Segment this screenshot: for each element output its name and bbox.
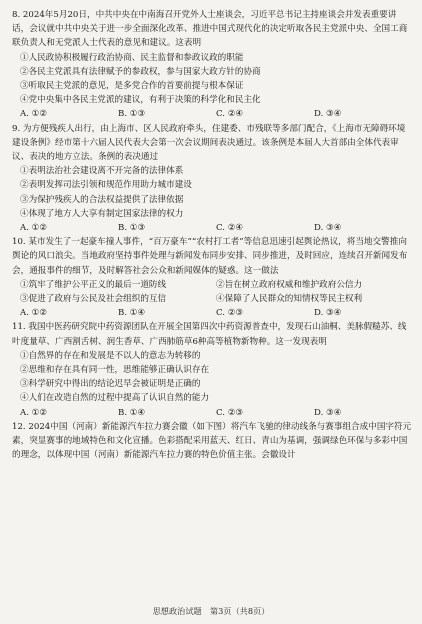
choice-a: A. ①② [20,223,48,234]
option-item: ④人们在改造自然的过程中提高了认识自然的能力 [20,393,210,404]
question-stem: 10. 某市发生了一起豪车撞人事件，“百万豪车”“农村打工者”等信息迅速引起舆论热议，将当地交警推向舆论的风口浪尖。当地政府坚持事件处理与新闻发布同步安排、同步推进，及时回应，连续召开新闻发布会，通报事件的细节，及时解答社会公众和新闻媒体的疑惑。这一做法 [12,237,408,276]
option-item: ②表明发挥司法引领和规范作用助力城市建设 [20,180,192,191]
option-item: ④体现了地方人大享有制定国家法律的权力 [20,208,184,219]
option-item: ③听取民主党派的意见，是多党合作的首要前提与根本保证 [20,81,244,92]
answer-choices [12,221,412,235]
choice-d: D. ③④ [314,407,342,418]
question-10 [12,235,412,320]
question-12 [12,420,412,463]
choice-b: B. ①③ [118,223,146,234]
choice-d: D. ③④ [314,109,342,120]
option-item: ③为保护残疾人的合法权益提供了法律依据 [20,194,184,205]
choice-c: C. ②③ [216,308,244,319]
choice-c: C. ②③ [216,407,244,418]
option-item: ①自然界的存在和发展是不以人的意志为转移的 [20,350,201,361]
choice-a: A. ①② [20,407,48,418]
question-stem: 8. 2024年5月20日，中共中央在中南海召开党外人士座谈会，习近平总书记主持座谈会并发表重要讲话，会议就中共中央关于进一步全面深化改革、推进中国式现代化的决定听取各民主党派中央、全国工商联负责人和无党派人士代表的意见和建议。这表明 [12,10,408,49]
choice-d: D. ③④ [314,223,342,234]
option-item: ②思维和存在具有同一性，思维能够正确认识存在 [20,365,210,376]
question-stem: 12. 2024中国（河南）新能源汽车拉力赛会徽（如下图）将汽车飞驰的律动线条与赛事组合成中国字符元素，突显赛事的地域特色和文化宣播。色彩搭配采用蓝天、红日、青山为基调，强调绿色环保与多彩中国的理念，以体现中国（河南）新能源汽车拉力赛的特色价值主张。会徽设计 [12,421,412,461]
option-item: ①表明法治社会建设离不开完备的法律体系 [20,166,184,177]
option-item: ④保障了人民群众的知情权等民主权利 [216,294,363,305]
choice-b: B. ①③ [118,109,146,120]
choice-c: C. ②④ [216,109,244,120]
option-item: ②各民主党派具有法律赋予的参政权，参与国家大政方针的协商 [20,66,261,77]
question-stem: 11. 我国中医药研究院中药资源团队在开展全国第四次中药资源普查中，发现石山油桐、美脉假糙苏、线叶度量草、广西割舌树、润生香草、广西肺筋草6种高等植物新物种。这一发现表明 [12,322,407,347]
answer-choices [12,306,412,320]
option-item: ①人民政协积极履行政治协商、民主监督和参政议政的职能 [20,52,244,63]
question-8 [12,8,412,122]
choice-b: B. ①④ [118,407,146,418]
page-footer: 思想政治试题 第3页（共8页） [152,605,270,616]
option-item: ④党中央集中各民主党派的建议，有利于决策的科学化和民主化 [20,95,261,106]
option-item: ③促进了政府与公民及社会组织的互信 [20,294,167,305]
option-item: ①筑牢了维护公平正义的最后一道防线 [20,279,167,290]
option-item: ②旨在树立政府权威和维护政府公信力 [216,279,363,290]
question-stem: 9. 为方便残疾人出行，由上海市、区人民政府牵头，住建委、市残联等多部门配合，《上海市无障碍环境建设条例》经市第十六届人民代表大会第一次会议期间表决通过。该条例是本届人大首部由全体代表审议、表决的地方立法。条例的表决通过 [12,123,406,163]
question-11 [12,320,412,419]
answer-choices [12,107,412,121]
choice-c: C. ②④ [216,223,244,234]
choice-a: A. ①② [20,109,48,120]
choice-b: B. ①④ [118,308,146,319]
choice-a: A. ①② [20,308,48,319]
question-9 [12,122,412,236]
option-item: ③科学研究中得出的结论迟早会被证明是正确的 [20,379,201,390]
answer-choices [12,406,412,420]
option-pairs [12,278,412,306]
choice-d: D. ③④ [314,308,342,319]
